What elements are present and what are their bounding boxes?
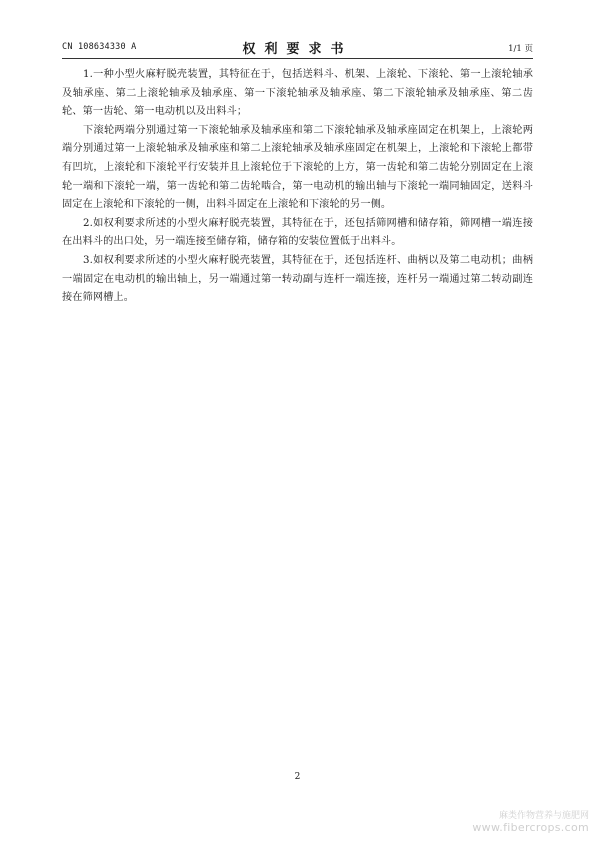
document-title: 权利要求书 — [242, 42, 353, 57]
header-divider — [62, 58, 533, 59]
site-watermark — [472, 810, 589, 834]
page-number: 2 — [294, 772, 301, 782]
page-header — [62, 38, 533, 58]
claim-paragraph: 2.如权利要求所述的小型火麻籽脱壳装置，其特征在于，还包括筛网槽和储存箱，筛网槽一端连接在出料斗的出口处，另一端连接至储存箱，储存箱的安装位置低于出料斗。 — [62, 217, 533, 248]
watermark-site-name: 麻类作物营养与施肥网 — [498, 811, 589, 821]
page-count: 1/1 页 — [508, 44, 533, 54]
claims-body — [62, 66, 533, 308]
document-number: CN 108634330 A — [62, 42, 137, 52]
watermark-url: www.fibercrops.com — [472, 821, 589, 834]
claim-paragraph: 下滚轮两端分别通过第一下滚轮轴承及轴承座和第二下滚轮轴承及轴承座固定在机架上，上滚轮两端分别通过第一上滚轮轴承及轴承座和第二上滚轮轴承及轴承座固定在机架上，上滚轮和下滚轮上都带有凹坑，上滚轮和下滚轮平行安装并且上滚轮位于下滚轮的上方，第一齿轮和第二齿轮分别固定在上滚轮一端和下滚轮一端，第一齿轮和第二齿轮啮合，第一电动机的输出轴与下滚轮一端同轴固定，送料斗固定在上滚轮和下滚轮的一侧，出料斗固定在上滚轮和下滚轮的另一侧。 — [62, 124, 533, 211]
claim-paragraph: 1.一种小型火麻籽脱壳装置，其特征在于，包括送料斗、机架、上滚轮、下滚轮、第一上滚轮轴承及轴承座、第二上滚轮轴承及轴承座、第一下滚轮轴承及轴承座、第二下滚轮轴承及轴承座、第二齿轮、第一齿轮、第一电动机以及出料斗； — [62, 69, 533, 118]
claim-paragraph: 3.如权利要求所述的小型火麻籽脱壳装置，其特征在于，还包括连杆、曲柄以及第二电动机；曲柄一端固定在电动机的输出轴上，另一端通过第一转动副与连杆一端连接，连杆另一端通过第二转动副连接在筛网槽上。 — [62, 254, 533, 304]
